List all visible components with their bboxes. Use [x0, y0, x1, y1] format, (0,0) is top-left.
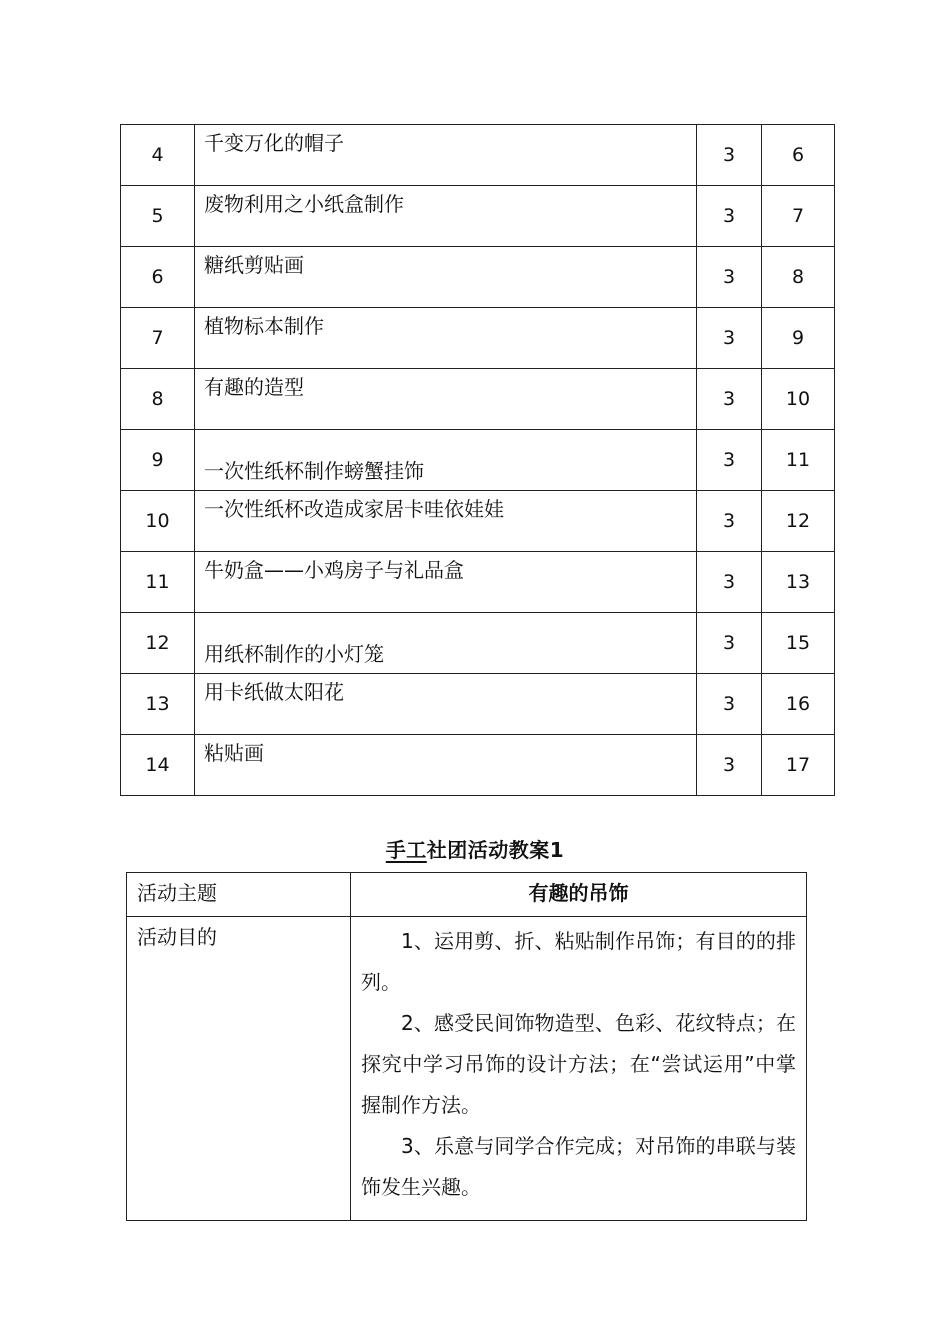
lesson-week: 8 [762, 247, 835, 308]
heading-underlined: 手工 [385, 838, 427, 862]
schedule-body [121, 125, 835, 796]
lesson-hours: 3 [697, 369, 762, 430]
lesson-title: 废物利用之小纸盒制作 [204, 192, 404, 216]
lesson-number: 13 [121, 674, 195, 735]
schedule-row [121, 735, 835, 796]
schedule-row [121, 491, 835, 552]
schedule-row [121, 125, 835, 186]
schedule-row [121, 369, 835, 430]
lesson-hours: 3 [697, 491, 762, 552]
lesson-title: 用纸杯制作的小灯笼 [204, 642, 384, 666]
lesson-week: 10 [762, 369, 835, 430]
lesson-number: 7 [121, 308, 195, 369]
lesson-title: 植物标本制作 [204, 314, 324, 338]
lesson-number: 12 [121, 613, 195, 674]
lesson-title-cell [195, 308, 697, 369]
lesson-hours: 3 [697, 186, 762, 247]
lesson-number: 4 [121, 125, 195, 186]
lesson-title: 糖纸剪贴画 [204, 253, 304, 277]
lesson-title: 牛奶盒——小鸡房子与礼品盒 [204, 558, 464, 582]
goal-item: 3、乐意与同学合作完成；对吊饰的串联与装饰发生兴趣。 [361, 1134, 796, 1199]
schedule-row [121, 186, 835, 247]
lesson-hours: 3 [697, 674, 762, 735]
lesson-hours: 3 [697, 247, 762, 308]
lesson-title: 千变万化的帽子 [204, 131, 344, 155]
lesson-title: 有趣的造型 [204, 375, 304, 399]
lesson-title: 用卡纸做太阳花 [204, 680, 344, 704]
lesson-number: 14 [121, 735, 195, 796]
lesson-title: 一次性纸杯改造成家居卡哇依娃娃 [204, 497, 504, 521]
lesson-number: 10 [121, 491, 195, 552]
lesson-title-cell [195, 735, 697, 796]
lesson-plan-heading [0, 834, 950, 863]
lesson-week: 9 [762, 308, 835, 369]
lesson-number: 9 [121, 430, 195, 491]
lesson-hours: 3 [697, 613, 762, 674]
lesson-week: 17 [762, 735, 835, 796]
lesson-hours: 3 [697, 430, 762, 491]
lesson-week: 6 [762, 125, 835, 186]
lesson-hours: 3 [697, 308, 762, 369]
schedule-row [121, 552, 835, 613]
lesson-number: 6 [121, 247, 195, 308]
goal-item: 1、运用剪、折、粘贴制作吊饰；有目的的排列。 [361, 929, 796, 994]
lesson-week: 15 [762, 613, 835, 674]
lesson-week: 13 [762, 552, 835, 613]
lesson-title: 粘贴画 [204, 741, 264, 765]
lesson-week: 7 [762, 186, 835, 247]
schedule-row [121, 247, 835, 308]
lesson-number: 11 [121, 552, 195, 613]
lesson-week: 11 [762, 430, 835, 491]
lesson-title-cell [195, 613, 697, 674]
lesson-number: 8 [121, 369, 195, 430]
lesson-plan-table [126, 872, 807, 1221]
lesson-hours: 3 [697, 552, 762, 613]
schedule-row [121, 613, 835, 674]
schedule-row [121, 430, 835, 491]
lesson-title-cell [195, 674, 697, 735]
theme-value: 有趣的吊饰 [351, 873, 807, 917]
schedule-row [121, 308, 835, 369]
lesson-hours: 3 [697, 125, 762, 186]
heading-rest: 社团活动教案1 [426, 838, 565, 862]
theme-row [127, 873, 807, 917]
lesson-week: 12 [762, 491, 835, 552]
goal-row [127, 917, 807, 1221]
goal-list [351, 917, 807, 1221]
goal-label: 活动目的 [127, 917, 351, 1221]
goal-item: 2、感受民间饰物造型、色彩、花纹特点；在探究中学习吊饰的设计方法；在“尝试运用”中掌握制作方法。 [361, 1011, 796, 1117]
lesson-number: 5 [121, 186, 195, 247]
schedule-table [120, 124, 835, 796]
lesson-title-cell [195, 186, 697, 247]
lesson-title-cell [195, 491, 697, 552]
lesson-title: 一次性纸杯制作螃蟹挂饰 [204, 459, 424, 483]
lesson-title-cell [195, 369, 697, 430]
lesson-week: 16 [762, 674, 835, 735]
lesson-title-cell [195, 125, 697, 186]
lesson-hours: 3 [697, 735, 762, 796]
schedule-row [121, 674, 835, 735]
lesson-title-cell [195, 552, 697, 613]
lesson-title-cell [195, 247, 697, 308]
lesson-title-cell [195, 430, 697, 491]
theme-label: 活动主题 [127, 873, 351, 917]
